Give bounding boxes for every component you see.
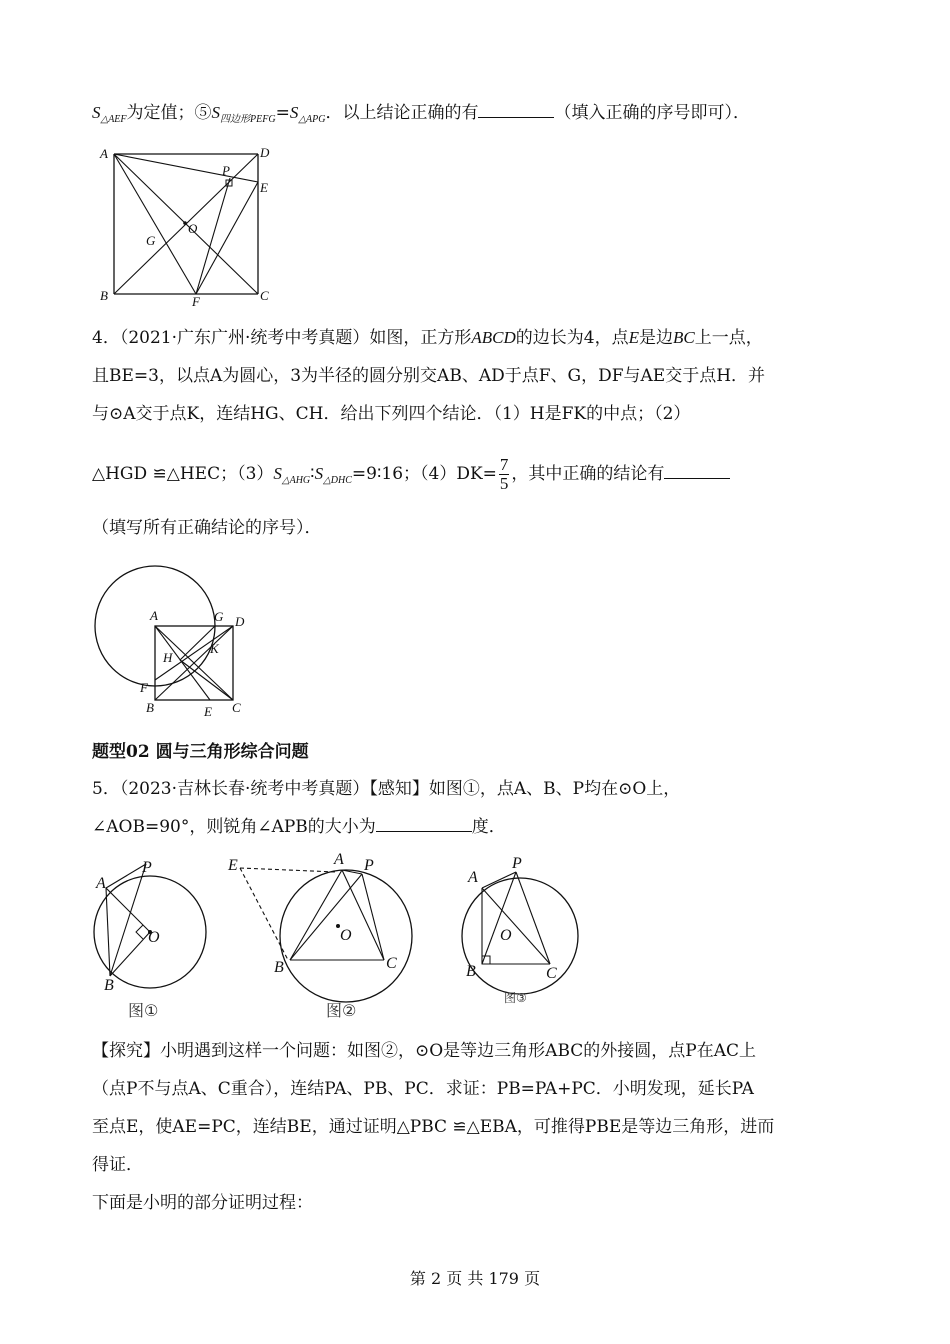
svg-text:G: G: [146, 233, 156, 248]
q4-text-4b: =9∶16；（4）DK=: [351, 463, 497, 484]
svg-text:A: A: [100, 146, 108, 161]
svg-text:K: K: [210, 641, 219, 656]
q4-frac-num: 7: [499, 455, 509, 474]
q4-answer-blank[interactable]: [664, 477, 730, 479]
svg-text:O: O: [340, 927, 352, 944]
svg-text:E: E: [260, 180, 268, 195]
q5-line-2: [92, 817, 506, 837]
q5-explore-line-4: 得证．: [92, 1155, 143, 1175]
q3-formula-line: $S_{\triangle AEF}$为定值；$⑤S_{四边形PEFG}=S_{\triangle APG}$．以上结论正确的有 （填入正确的序号即可）．: [92, 103, 750, 125]
q5-number: 5．: [92, 779, 120, 799]
q3-answer-blank[interactable]: [478, 116, 554, 118]
q4-number: 4．: [92, 328, 120, 348]
q5-text-2a: ∠AOB=90°，则锐角∠APB的大小为: [92, 817, 376, 837]
q4-line-3: 与⊙A交于点K，连结HG、CH．给出下列四个结论．（1）H是FK的中点；（2）: [92, 404, 691, 424]
svg-text:B: B: [466, 963, 476, 980]
q5-text-2b: 度．: [471, 817, 506, 837]
q3-text-2: ．以上结论正确的有: [325, 103, 479, 123]
q4-circle-square-figure: [92, 560, 292, 720]
svg-text:D: D: [235, 614, 245, 629]
svg-text:F: F: [140, 680, 148, 695]
q5-explore-line-2: （点P不与点A、C重合），连结PA、PB、PC．求证：PB=PA+PC．小明发现，延长PA: [92, 1079, 754, 1099]
svg-text:A: A: [468, 869, 478, 886]
q5-caption-1: 图①: [128, 1001, 159, 1020]
q5-figure-2: [226, 852, 416, 1027]
q5-figure-3: [456, 852, 596, 1027]
q5-figure-1: [88, 852, 218, 1027]
svg-text:C: C: [546, 965, 557, 982]
svg-text:D: D: [260, 145, 270, 160]
svg-text:E: E: [228, 857, 238, 874]
q4-source: （2021·广东广州·统考中考真题）: [119, 328, 370, 348]
q5-explore-line-3: 至点E，使AE=PC，连结BE，通过证明△PBC ≌△EBA，可推得PBE是等边三角形，进而: [92, 1117, 775, 1137]
svg-text:B: B: [274, 959, 284, 976]
q5-caption-2: 图②: [326, 1001, 357, 1020]
q5-caption-3: 图③: [504, 991, 527, 1005]
q4-text-1c: 是边: [639, 328, 674, 348]
q3-square-figure: [92, 142, 292, 312]
svg-text:A: A: [334, 851, 344, 868]
q4-line-5: （填写所有正确结论的序号）．: [92, 518, 322, 538]
q4-text-1a: 如图，正方形: [369, 328, 472, 348]
q5-explore-line-1: 【探究】小明遇到这样一个问题：如图②，⊙O是等边三角形ABC的外接圆，点P在AC上: [92, 1041, 756, 1061]
q4-line-1: 4．（2021·广东广州·统考中考真题）如图，正方形ABCD的边长为4，点E是边BC上一点，: [92, 328, 763, 348]
svg-text:F: F: [192, 294, 200, 309]
q5-text-1: 【感知】如图①，点A、B、P均在⊙O上，: [369, 779, 681, 799]
svg-text:B: B: [146, 700, 154, 715]
svg-text:H: H: [163, 650, 173, 665]
q5-line-1: [92, 779, 680, 799]
q3-text-1: 为定值；⑤: [126, 103, 212, 123]
svg-text:P: P: [364, 857, 374, 874]
q4-line-2: 且BE=3，以点A为圆心，3为半径的圆分别交AB、AD于点F、G，DF与AE交于点H．并: [92, 366, 766, 386]
q4-text-1b: 的边长为4，点: [515, 328, 629, 348]
q4-text-1d: 上一点，: [694, 328, 763, 348]
section-title: 题型02 圆与三角形综合问题: [92, 742, 309, 762]
svg-text:C: C: [232, 700, 241, 715]
q4-frac-den: 5: [499, 473, 509, 493]
svg-text:P: P: [222, 163, 230, 178]
q4-fraction: [499, 456, 510, 493]
q4-text-4c: ，其中正确的结论有: [511, 463, 665, 484]
svg-text:B: B: [104, 977, 114, 994]
svg-text:C: C: [386, 955, 397, 972]
page-footer: 第 2 页 共 179 页: [409, 1269, 541, 1288]
svg-text:O: O: [148, 929, 160, 946]
q5-source: （2023·吉林长春·统考中考真题）: [119, 779, 370, 799]
svg-text:E: E: [204, 704, 212, 719]
svg-text:P: P: [512, 855, 522, 872]
svg-text:O: O: [188, 221, 198, 236]
q3-text-3: （填入正确的序号即可）．: [554, 103, 750, 123]
svg-text:P: P: [142, 859, 152, 876]
svg-text:G: G: [214, 609, 224, 624]
svg-text:A: A: [150, 608, 158, 623]
q4-text-4a: △HGD ≌△HEC；（3）: [92, 463, 274, 484]
svg-text:C: C: [260, 288, 269, 303]
q5-explore-line-5: 下面是小明的部分证明过程：: [92, 1193, 313, 1213]
svg-text:A: A: [96, 875, 106, 892]
svg-text:O: O: [500, 927, 512, 944]
q4-line-4: △HGD ≌△HEC；$(3)S_{\triangle AHG}∶S_{\triangle DHC}=9∶16$；（4）DK= $\frac{7}{5}$ ，其中正确的结论有: [92, 456, 730, 493]
svg-text:B: B: [100, 288, 108, 303]
q5-answer-blank[interactable]: [376, 830, 472, 832]
